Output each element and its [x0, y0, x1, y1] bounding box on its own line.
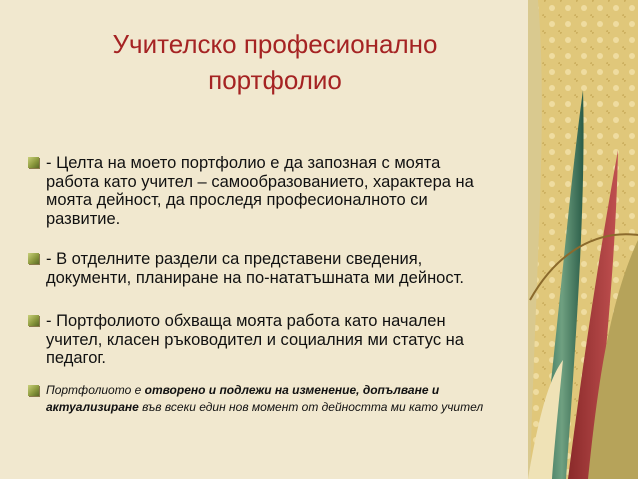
- bullet-square-icon: [28, 253, 39, 264]
- bullet-text: - Целта на моето портфолио е да запозная с моята работа като учител – самообразованието, характера на моята дейност, да проследя професионалното си развитие.: [46, 154, 474, 228]
- slide-title: [40, 26, 510, 98]
- bullet-item-2: [28, 250, 498, 287]
- note-bold: отворено и подлежи на изменение, допълване и актуализиране: [46, 383, 440, 414]
- title-line-1: Учителско професионално: [112, 29, 438, 59]
- bullet-text: - Портфолиото обхваща моята работа като началeн учител, класен ръководител и социалния ми статус на педагог.: [46, 312, 464, 367]
- note-text: [46, 382, 498, 416]
- decorative-ribbon-art: [528, 0, 638, 479]
- note-post: във всеки един нов момент от дейността ми като учител: [138, 400, 484, 414]
- bullet-item-3: [28, 312, 498, 368]
- bullet-text: - В отделните раздели са представени сведения, документи, планиране на по-нататъшната ми дейност.: [46, 250, 464, 287]
- bullet-square-icon: [28, 315, 39, 326]
- note-pre: Портфолиото е: [46, 383, 145, 397]
- bullet-item-1: [28, 154, 498, 228]
- bullet-square-icon: [28, 385, 39, 396]
- bullet-item-4: [28, 382, 498, 416]
- title-line-2: портфолио: [208, 65, 342, 95]
- bullet-square-icon: [28, 157, 39, 168]
